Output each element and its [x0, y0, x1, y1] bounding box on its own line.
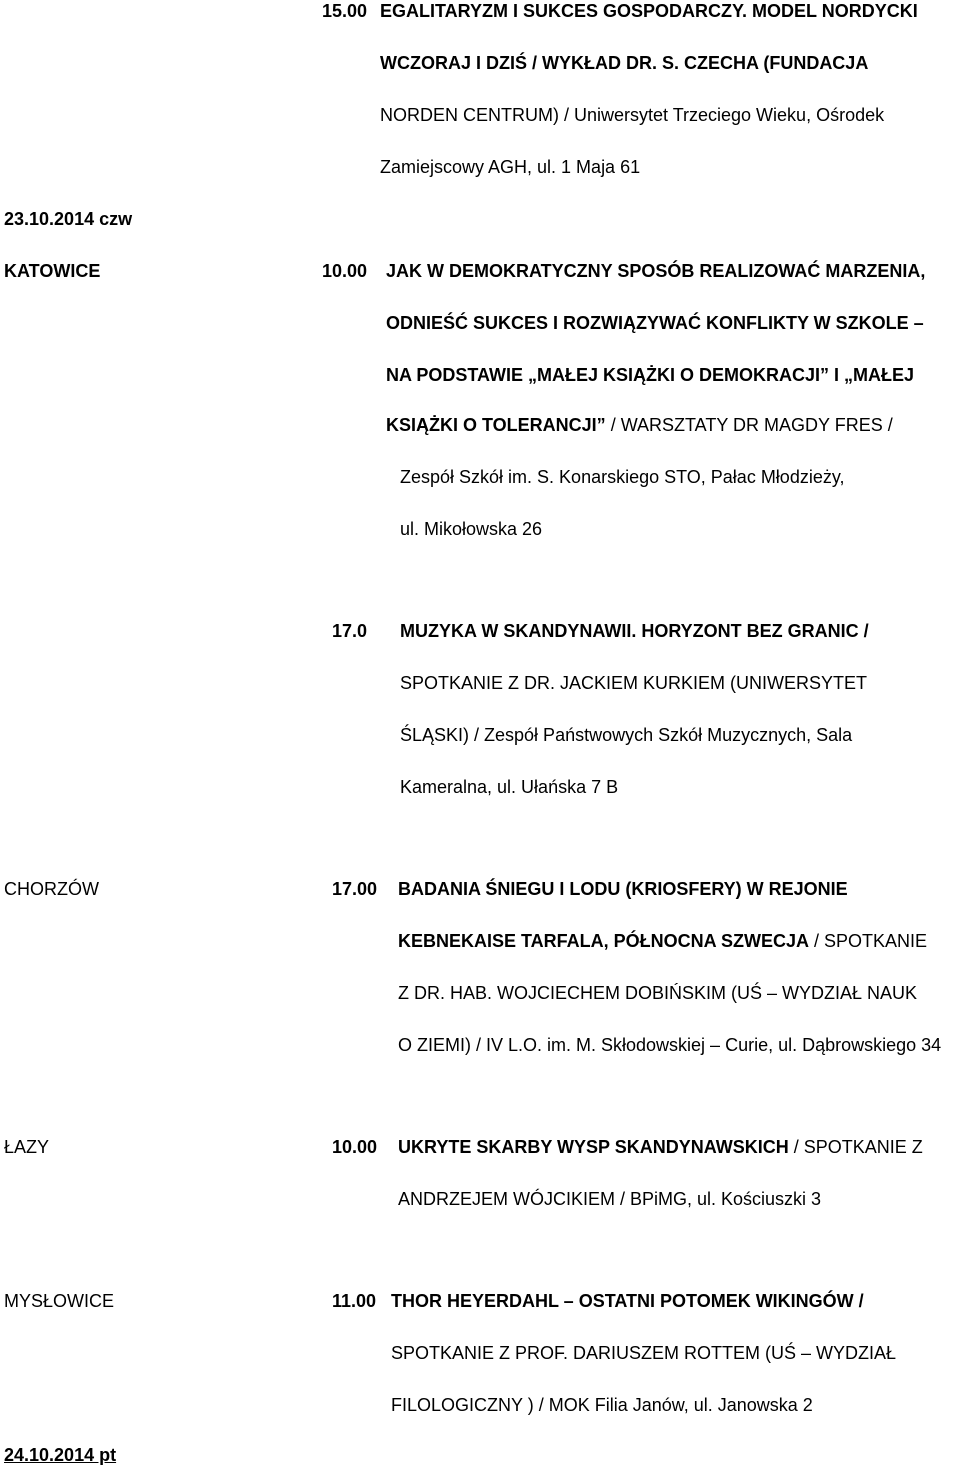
event-address: Kameralna, ul. Ułańska 7 B	[400, 777, 619, 797]
event-title-line	[386, 414, 893, 436]
event-title-line: ODNIEŚĆ SUKCES I ROZWIĄZYWAĆ KONFLIKTY W SZKOLE –	[386, 313, 924, 333]
city-katowice: KATOWICE	[4, 261, 101, 281]
event-title-line: NA PODSTAWIE „MAŁEJ KSIĄŻKI O DEMOKRACJI” I „MAŁEJ	[386, 365, 915, 385]
event-venue: FILOLOGICZNY ) / MOK Filia Janów, ul. Janowska 2	[391, 1395, 813, 1415]
date-heading: 23.10.2014 czw	[4, 209, 133, 229]
event-venue: ANDRZEJEM WÓJCIKIEM / BPiMG, ul. Kościuszki 3	[398, 1189, 822, 1209]
event-title-part: KEBNEKAISE TARFALA, PÓŁNOCNA SZWECJA	[398, 931, 810, 951]
event-time: 17.0	[332, 621, 368, 641]
event-venue: ŚLĄSKI) / Zespół Państwowych Szkół Muzycznych, Sala	[400, 725, 853, 745]
event-title-line	[398, 1136, 923, 1158]
city-lazy: ŁAZY	[4, 1137, 50, 1157]
event-detail: NORDEN CENTRUM) / Uniwersytet Trzeciego Wieku, Ośrodek	[380, 105, 885, 125]
event-time: 17.00	[332, 879, 378, 899]
event-title: MUZYKA W SKANDYNAWII. HORYZONT BEZ GRANIC /	[400, 621, 869, 641]
event-address: Zamiejscowy AGH, ul. 1 Maja 61	[380, 157, 641, 177]
event-address: ul. Mikołowska 26	[400, 519, 543, 539]
event-title: EGALITARYZM I SUKCES GOSPODARCZY. MODEL NORDYCKI	[380, 1, 918, 21]
event-title: THOR HEYERDAHL – OSTATNI POTOMEK WIKINGÓW /	[391, 1291, 864, 1311]
event-type: / SPOTKANIE	[809, 931, 928, 951]
event-detail: Z DR. HAB. WOJCIECHEM DOBIŃSKIM (UŚ – WYDZIAŁ NAUK	[398, 983, 918, 1003]
event-venue: O ZIEMI) / IV L.O. im. M. Skłodowskiej – Curie, ul. Dąbrowskiego 34	[398, 1035, 942, 1055]
event-title: UKRYTE SKARBY WYSP SKANDYNAWSKICH	[398, 1137, 789, 1157]
event-title-line	[398, 930, 927, 952]
event-type: / SPOTKANIE Z	[788, 1137, 923, 1157]
event-detail: SPOTKANIE Z PROF. DARIUSZEM ROTTEM (UŚ – WYDZIAŁ	[391, 1343, 897, 1363]
event-type: / WARSZTATY DR MAGDY FRES /	[605, 415, 893, 435]
event-title-part: KSIĄŻKI O TOLERANCJI”	[386, 415, 606, 435]
date-heading: 24.10.2014 pt	[4, 1445, 117, 1465]
event-venue: Zespół Szkół im. S. Konarskiego STO, Pałac Młodzieży,	[400, 467, 845, 487]
event-time: 10.00	[322, 261, 368, 281]
event-detail: SPOTKANIE Z DR. JACKIEM KURKIEM (UNIWERSYTET	[400, 673, 868, 693]
event-time: 11.00	[332, 1291, 377, 1311]
city-chorzow: CHORZÓW	[4, 879, 99, 899]
city-myslowice: MYSŁOWICE	[4, 1291, 115, 1311]
event-time: 15.00	[322, 1, 368, 21]
event-title-line: WCZORAJ I DZIŚ / WYKŁAD DR. S. CZECHA (FUNDACJA	[380, 53, 869, 73]
event-title: JAK W DEMOKRATYCZNY SPOSÓB REALIZOWAĆ MARZENIA,	[386, 261, 926, 281]
event-time: 10.00	[332, 1137, 378, 1157]
event-title: BADANIA ŚNIEGU I LODU (KRIOSFERY) W REJONIE	[398, 879, 848, 899]
